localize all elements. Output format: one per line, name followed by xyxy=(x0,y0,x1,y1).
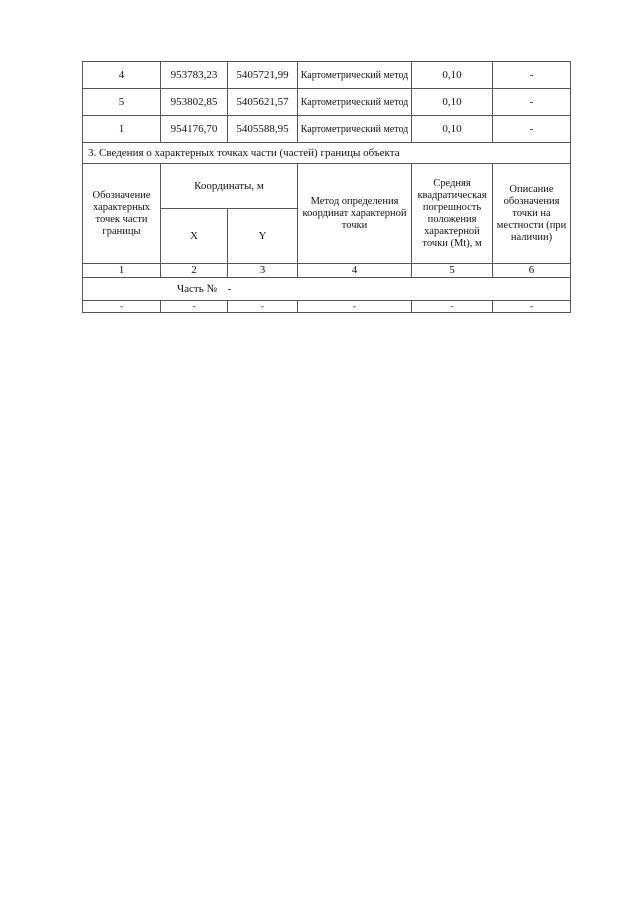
point-mt: 0,10 xyxy=(412,116,493,143)
point-x: 953802,85 xyxy=(161,89,228,116)
header-method: Метод определения координат характерной точки xyxy=(298,164,412,264)
point-description: - xyxy=(493,89,571,116)
part-value: - xyxy=(227,282,232,295)
header-x: X xyxy=(161,209,228,264)
section-title-row xyxy=(83,143,571,164)
column-number: 1 xyxy=(83,264,161,278)
column-number: 2 xyxy=(161,264,228,278)
point-number: 4 xyxy=(83,62,161,89)
table-row xyxy=(83,116,571,143)
part-cell xyxy=(83,278,571,301)
header-description: Описание обозначения точки на местности (при наличии) xyxy=(493,164,571,264)
empty-cell: - xyxy=(83,301,161,313)
header-y: Y xyxy=(228,209,298,264)
point-y: 5405721,99 xyxy=(228,62,298,89)
point-mt: 0,10 xyxy=(412,89,493,116)
header-designation: Обозначение характерных точек части границы xyxy=(83,164,161,264)
point-description: - xyxy=(493,116,571,143)
column-number: 6 xyxy=(493,264,571,278)
point-y: 5405588,95 xyxy=(228,116,298,143)
point-x: 954176,70 xyxy=(161,116,228,143)
empty-cell: - xyxy=(493,301,571,313)
empty-cell: - xyxy=(228,301,298,313)
empty-cell: - xyxy=(412,301,493,313)
header-mt: Средняя квадратическая погрешность положения характерной точки (Mt), м xyxy=(412,164,493,264)
column-number: 5 xyxy=(412,264,493,278)
section-title: 3. Сведения о характерных точках части (частей) границы объекта xyxy=(83,143,571,164)
point-method: Картометрический метод xyxy=(298,89,412,116)
point-description: - xyxy=(493,62,571,89)
table-row xyxy=(83,301,571,313)
table-row xyxy=(83,62,571,89)
coordinates-table xyxy=(82,61,571,313)
point-mt: 0,10 xyxy=(412,62,493,89)
part-row xyxy=(83,278,571,301)
header-row xyxy=(83,164,571,209)
column-number: 4 xyxy=(298,264,412,278)
empty-cell: - xyxy=(298,301,412,313)
point-number: 1 xyxy=(83,116,161,143)
point-y: 5405621,57 xyxy=(228,89,298,116)
point-method: Картометрический метод xyxy=(298,62,412,89)
empty-cell: - xyxy=(161,301,228,313)
table-row xyxy=(83,89,571,116)
column-number: 3 xyxy=(228,264,298,278)
point-method: Картометрический метод xyxy=(298,116,412,143)
column-numbers-row xyxy=(83,264,571,278)
part-label: Часть № xyxy=(177,282,217,295)
point-x: 953783,23 xyxy=(161,62,228,89)
point-number: 5 xyxy=(83,89,161,116)
header-coordinates: Координаты, м xyxy=(161,164,298,209)
